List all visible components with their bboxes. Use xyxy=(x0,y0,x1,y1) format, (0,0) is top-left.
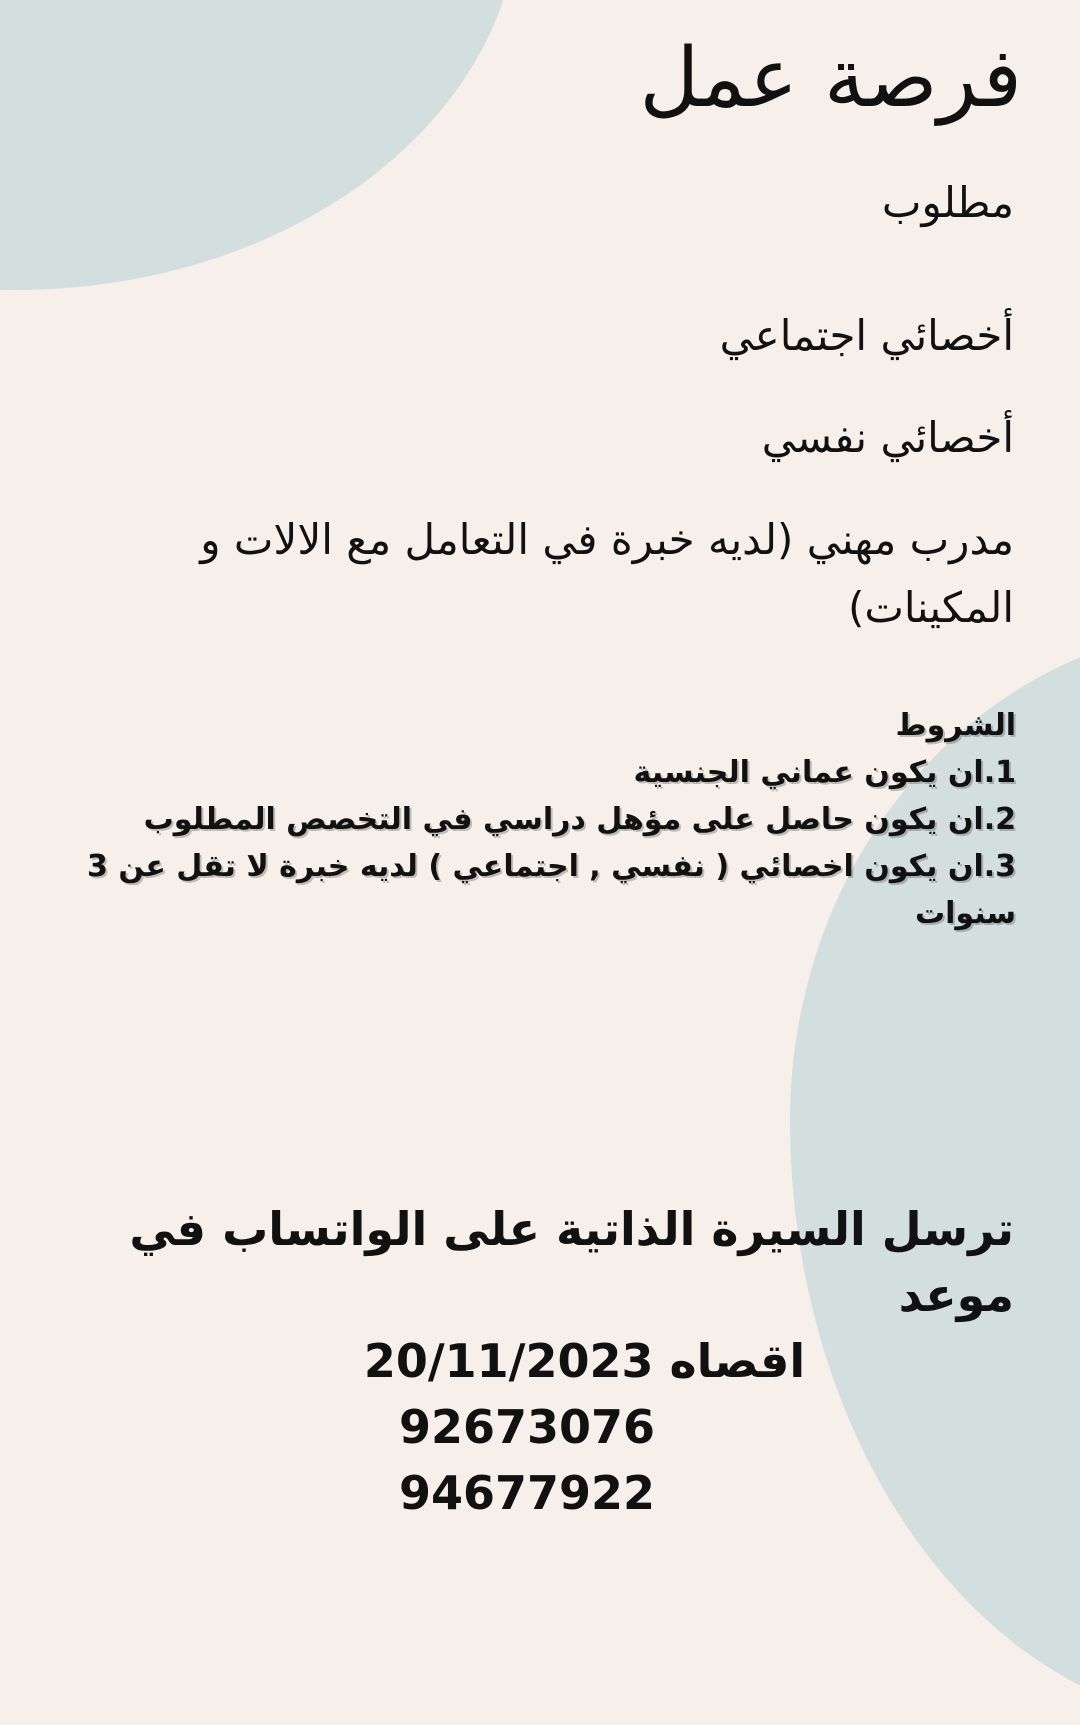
deadline-line: اقصاه 20/11/2023 xyxy=(363,1334,806,1388)
conditions-title: الشروط xyxy=(895,708,1016,743)
page-title: فرصة عمل xyxy=(639,31,1022,126)
condition-item: 3.ان يكون اخصائي ( نفسي , اجتماعي ) لديه خبرة لا تقل عن 3 سنوات xyxy=(87,849,1016,931)
contact-section xyxy=(40,1196,1014,1526)
phone-number: 94677922 xyxy=(398,1466,656,1520)
position-item-psychologist: أخصائي نفسي xyxy=(761,413,1014,462)
conditions-list xyxy=(16,749,1016,937)
condition-item: 1.ان يكون عماني الجنسية xyxy=(633,755,1016,790)
conditions-section xyxy=(16,702,1016,937)
condition-item: 2.ان يكون حاصل على مؤهل دراسي في التخصص المطلوب xyxy=(143,802,1016,837)
submission-instruction: ترسل السيرة الذاتية على الواتساب في موعد xyxy=(129,1202,1014,1322)
phone-number: 92673076 xyxy=(398,1400,656,1454)
positions-list xyxy=(74,302,1014,642)
position-item-social-specialist: أخصائي اجتماعي xyxy=(719,311,1014,360)
required-label: مطلوب xyxy=(881,178,1014,227)
position-item-vocational-trainer: مدرب مهني (لديه خبرة في التعامل مع الالات و المكينات) xyxy=(200,515,1014,632)
